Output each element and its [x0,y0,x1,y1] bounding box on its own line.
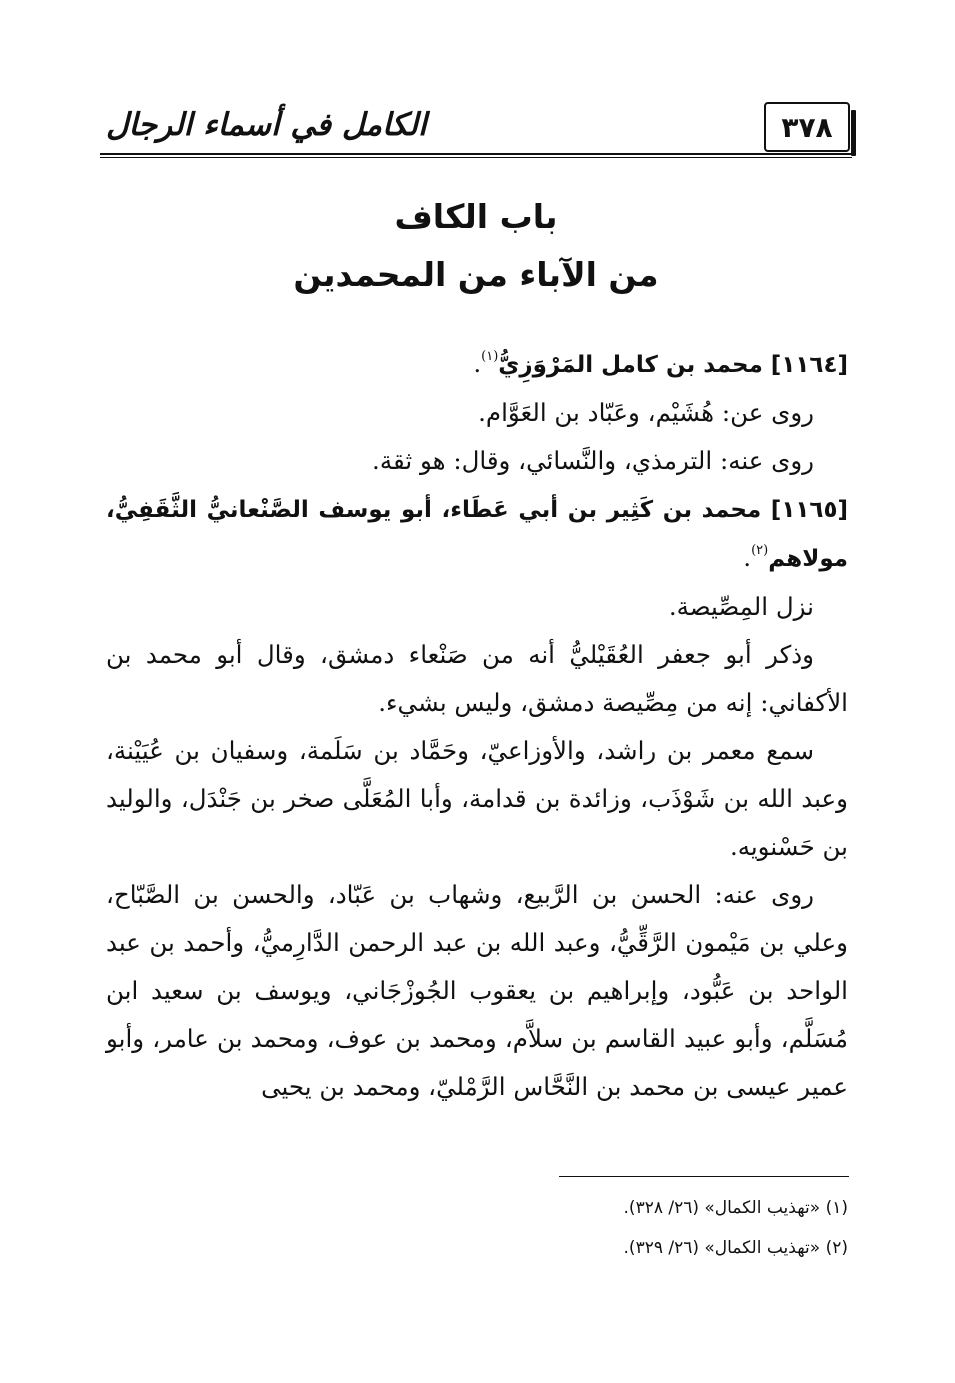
footnote-ref: (١) [481,349,499,364]
book-title: الكامل في أسماء الرجال [106,107,427,143]
page-header [100,100,852,160]
entry-heading-1164 [106,340,848,389]
footnote: (١) «تهذيب الكمال» (٢٦/ ٣٢٨). [623,1198,848,1218]
paragraph: روى عنه: الترمذي، والنَّسائي، وقال: هو ثقة. [372,446,814,475]
entry-title: [١١٦٤] محمد بن كامل المَرْوَزِيُّ [498,352,848,378]
entry-heading-1165 [106,485,848,583]
footnotes [106,1188,848,1268]
entry-title: [١١٦٥] محمد بن كَثِير بن أبي عَطَاء، أبو يوسف الصَّنْعانيُّ الثَّقَفِيُّ، مولاهم [106,497,848,572]
footnote-separator [559,1176,849,1177]
footnote: (٢) «تهذيب الكمال» (٢٦/ ٣٢٩). [623,1238,848,1258]
entry-heading-end: . [743,543,752,572]
entry-heading-end: . [473,349,482,378]
paragraph: نزل المِصِّيصة. [668,592,814,621]
main-text [106,340,848,1111]
paragraph: وذكر أبو جعفر العُقَيْليُّ أنه من صَنْعاء دمشق، وقال أبو محمد بن الأكفاني: إنه من مِصِّيصة دمشق، وليس بشيء. [106,640,848,717]
header-rule-thin [100,157,852,158]
footnote-ref: (٢) [751,543,769,558]
paragraph: روى عنه: الحسن بن الرَّبيع، وشهاب بن عَبّاد، والحسن بن الصَّبّاح، وعلي بن مَيْمون الرَّقِّيُّ، وعبد الله بن عبد الرحمن الدَّارِميُّ، وأحمد بن عبد الواحد بن عَبُّود، وإبراهيم بن يعقوب الجُوزْجَاني، ويوسف بن سعيد ابن مُسَلَّم، وأبو عبيد القاسم بن سلاَّم، ومحمد بن عوف، ومحمد بن عامر، وأبو عمير عيسى بن محمد بن النَّحَّاس الرَّمْليّ، ومحمد بن يحيى [106,880,848,1101]
header-rule [100,153,852,155]
paragraph: سمع معمر بن راشد، والأوزاعيّ، وحَمَّاد بن سَلَمة، وسفيان بن عُيَيْنة، وعبد الله بن شَوْذَب، وزائدة بن قدامة، وأبا المُعَلَّى صخر بن جَنْدَل، والوليد بن حَسْنويه. [106,736,848,861]
chapter-subtitle: من الآباء من المحمدين [293,255,659,294]
page-number: ٣٧٨ [764,102,850,152]
paragraph: روى عن: هُشَيْم، وعَبّاد بن العَوَّام. [478,398,814,427]
chapter-title: باب الكاف [394,197,558,236]
